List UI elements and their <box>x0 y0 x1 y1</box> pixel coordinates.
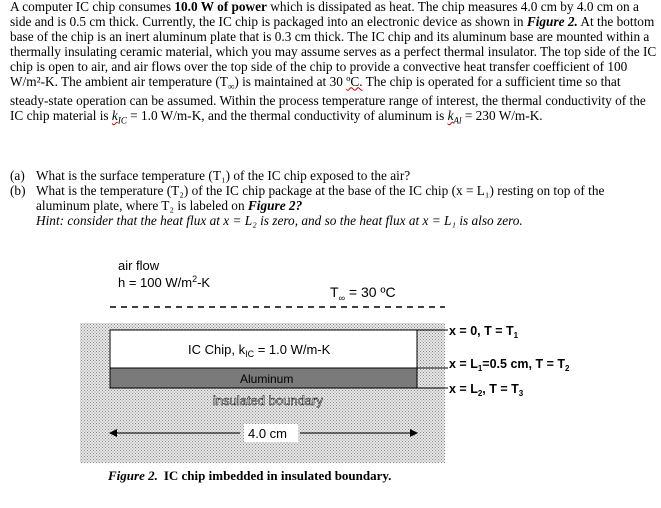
question-a: (a) What is the surface temperature (T₁) of the IC chip exposed to the air? <box>10 168 411 183</box>
insulated-boundary-label: insulated boundary <box>213 393 323 408</box>
power-value: 10.0 W of power <box>174 0 267 14</box>
problem-statement: A computer IC chip consumes 10.0 W of power which is dissipated as heat. The chip measures 4.0 cm by 4.0 cm on a side and is 0.5 cm thick. Currently, the IC chip is packaged into an electronic device as shown in Figure 2. At the bottom base of the chip is an inert aluminum plate that is 0.3 cm thick. The IC chip and its aluminum base are mounted within a thermally insulating ceramic material, which you may assume serves as a perfect thermal insulator. The top side of the IC chip is open to air, and air flows over the top side of the chip to provide a convective heat transfer coefficient of 100 W/m²-K. The ambient air temperature $(T_\infty)$ is maintained at 30 ºC. The chip is operated for a sufficient time so that steady-state operation can be assumed. Within the process temperature range of interest, the thermal conductivity of the IC chip material is $k_{IC} = 1.0$ W/m-K, and the thermal conductivity of aluminum is $k_{Al} = 230$ W/m-K. <box>10 0 657 126</box>
air-flow-label: air flow <box>118 258 160 273</box>
xL2-label: $x = L_2$, $T = T_3$ <box>449 382 524 398</box>
width-label: 4.0 cm <box>248 426 288 441</box>
figure-caption: Figure 2. IC chip imbedded in insulated boundary. <box>108 468 392 483</box>
ambient-temp: $T_\infty = 30$ ºC <box>330 284 396 303</box>
question-b: (b) What is the temperature (T₂) of the IC chip package at the base of the IC chip (x = L₁) resting on top of the aluminum plate, where T₂ is labeled on Figure 2? <box>10 183 605 213</box>
chip-label: IC Chip, $k_{IC} = 1.0$ W/m-K <box>188 342 331 359</box>
figure-reference: Figure 2. <box>526 13 578 29</box>
hint: Hint: consider that the heat flux at x = L₂ is zero, and so the heat flux at x = L₁ is also zero. <box>36 213 523 228</box>
h-value: h = 100 $W/m^2-K$ <box>118 274 211 290</box>
aluminum-label: Aluminum <box>240 372 294 386</box>
xL1-label: $x = L_1=0.5$ cm, $T = T_2$ <box>449 357 570 373</box>
x0-label: x = 0, $T = T_1$ <box>449 324 519 340</box>
